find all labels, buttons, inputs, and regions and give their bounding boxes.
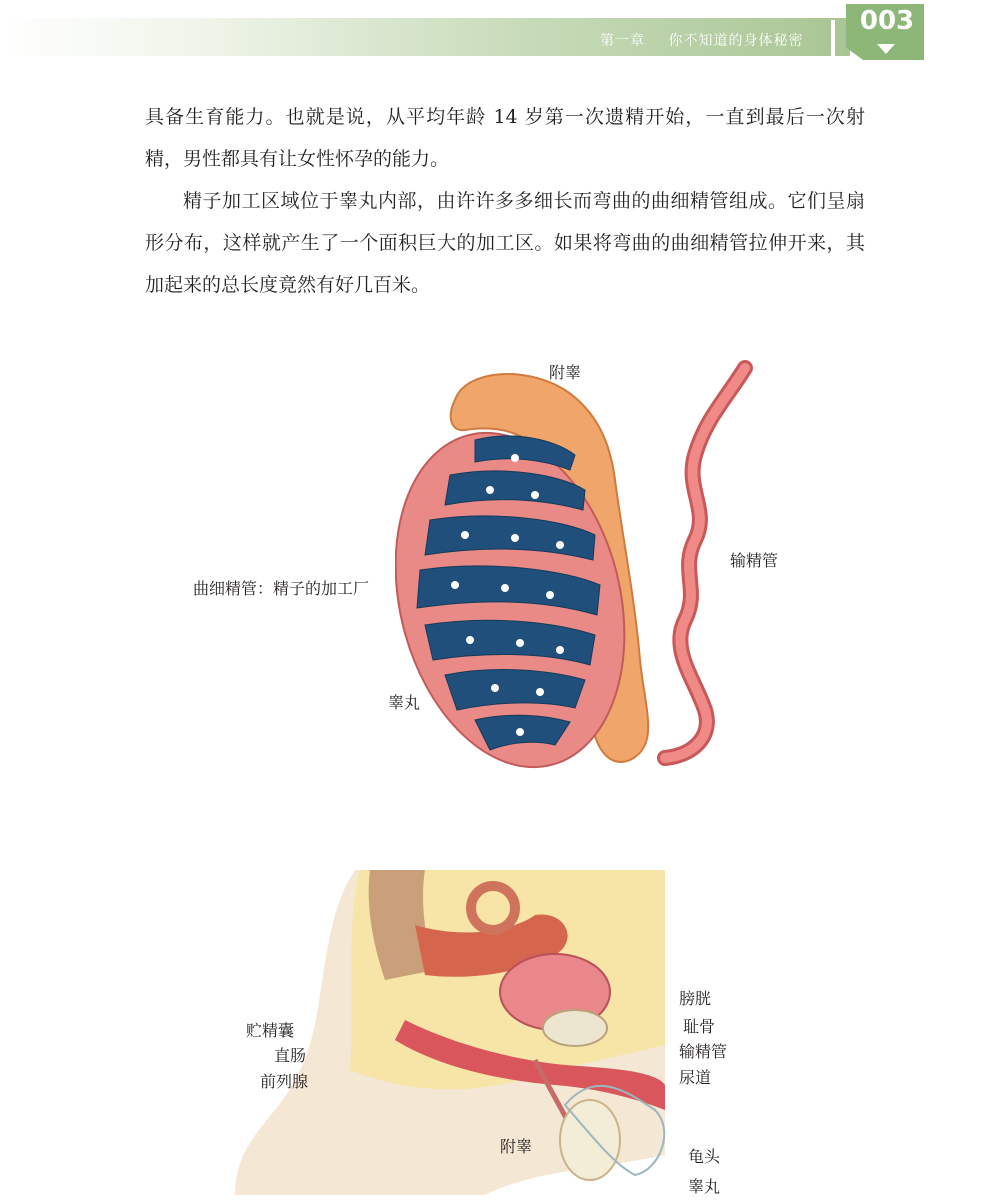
label-vas-deferens-2: 输精管 (679, 1042, 728, 1061)
label-bladder: 膀胱 (679, 989, 712, 1008)
header-divider (831, 20, 835, 56)
label-testis: 睾丸 (388, 693, 421, 712)
label-epididymis: 附睾 (549, 363, 582, 382)
chapter-title: 你不知道的身体秘密 (668, 33, 804, 49)
label-prostate: 前列腺 (260, 1072, 309, 1091)
down-arrow-icon (877, 44, 895, 54)
label-glans: 龟头 (688, 1147, 721, 1166)
paragraph: 精子加工区域位于睾丸内部，由许许多多细长而弯曲的曲细精管组成。它们呈扇形分布，这样就产生了一个面积巨大的加工区。如果将弯曲的曲细精管拉伸开来，其加起来的总长度竟然有好几百米。 (145, 190, 865, 296)
page-number: 003 (859, 6, 915, 36)
label-seminiferous-tubule: 曲细精管：精子的加工厂 (193, 579, 370, 598)
label-urethra: 尿道 (679, 1068, 712, 1087)
label-epididymis-2: 附睾 (500, 1137, 533, 1156)
label-testis-2: 睾丸 (688, 1177, 721, 1196)
label-pubis: 耻骨 (683, 1017, 716, 1036)
label-seminal-vesicle: 贮精囊 (246, 1021, 295, 1040)
label-rectum: 直肠 (274, 1046, 307, 1065)
testis-diagram (395, 360, 775, 780)
running-header (600, 30, 821, 50)
paragraph: 具备生育能力。也就是说，从平均年龄 14 岁第一次遗精开始，一直到最后一次射精，男性都具有让女性怀孕的能力。 (145, 106, 865, 170)
chapter-label: 第一章 (600, 33, 645, 49)
body-text (145, 96, 865, 306)
pelvis-section-diagram (235, 870, 735, 1195)
label-vas-deferens: 输精管 (730, 551, 779, 570)
